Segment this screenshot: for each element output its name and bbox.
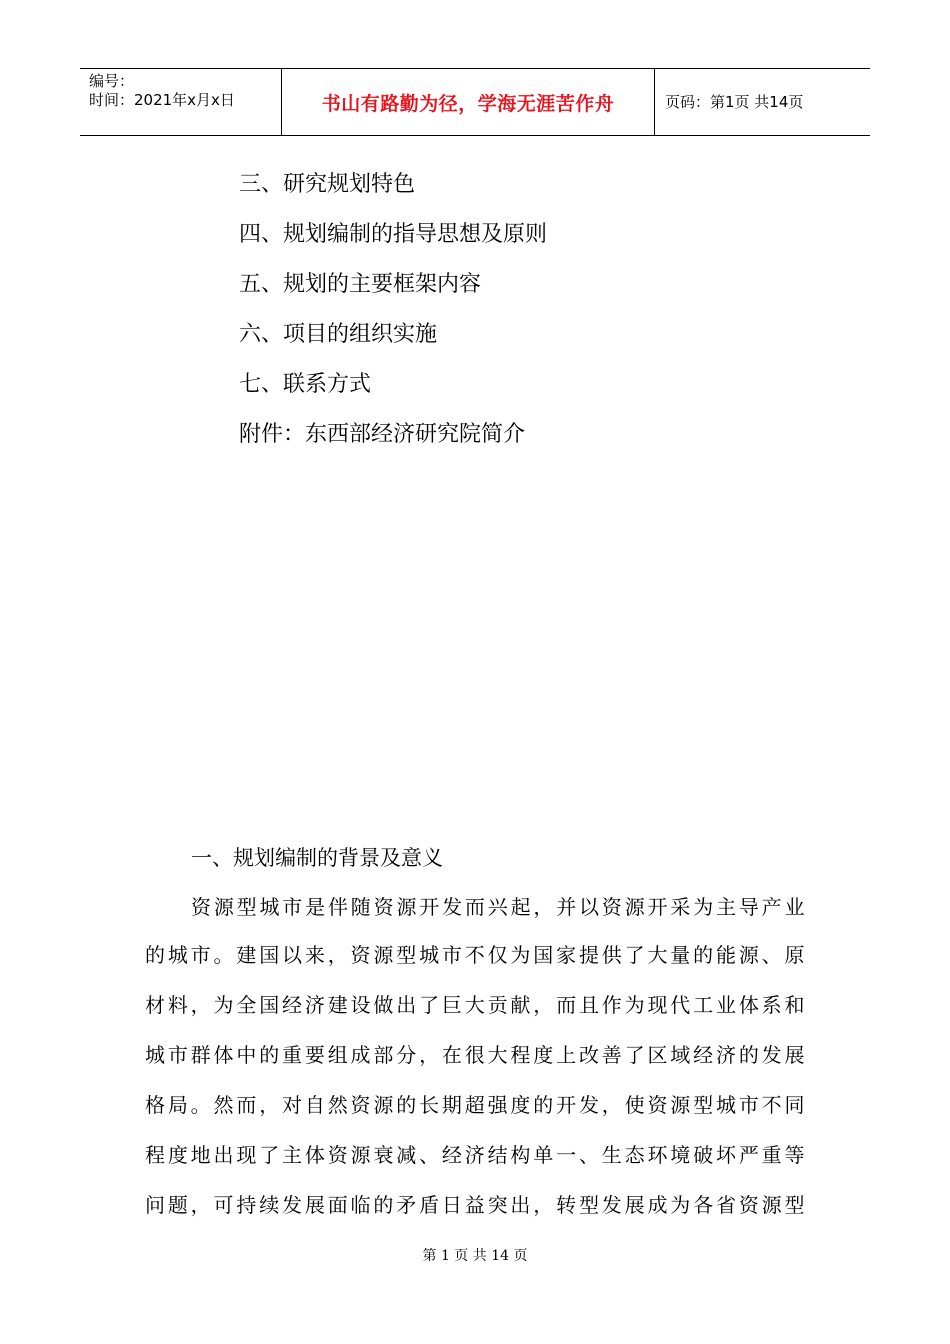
section-heading: 一、规划编制的背景及意义	[191, 846, 443, 870]
paragraph-line: 程度地出现了主体资源衰减、经济结构单一、生态环境破坏严重等	[145, 1143, 805, 1167]
document-header	[80, 68, 870, 136]
header-middle-cell	[282, 69, 655, 135]
paragraph-line: 问题，可持续发展面临的矛盾日益突出，转型发展成为各省资源型	[145, 1193, 805, 1217]
toc-item: 五、规划的主要框架内容	[239, 272, 482, 297]
page-footer: 第 1 页 共 14 页	[422, 1248, 528, 1264]
paragraph-line: 材料，为全国经济建设做出了巨大贡献，而且作为现代工业体系和	[145, 993, 805, 1017]
header-motto: 书山有路勤为径，学海无涯苦作舟	[321, 92, 615, 115]
header-page-info: 页码：第1页 共14页	[665, 93, 804, 111]
paragraph-line: 资源型城市是伴随资源开发而兴起，并以资源开采为主导产业	[191, 895, 805, 919]
header-left-cell	[80, 69, 282, 135]
toc-item: 四、规划编制的指导思想及原则	[239, 222, 548, 247]
header-right-cell	[655, 69, 870, 135]
toc-item: 附件：东西部经济研究院简介	[239, 422, 526, 447]
paragraph-line: 格局。然而，对自然资源的长期超强度的开发，使资源型城市不同	[145, 1093, 805, 1117]
paragraph-line: 城市群体中的重要组成部分，在很大程度上改善了区域经济的发展	[145, 1043, 805, 1067]
toc-item: 三、研究规划特色	[239, 172, 416, 197]
document-date: 时间：2021年x月x日	[89, 91, 235, 109]
document-number-label: 编号：	[89, 72, 135, 90]
paragraph-line: 的城市。建国以来，资源型城市不仅为国家提供了大量的能源、原	[145, 943, 805, 967]
toc-item: 六、项目的组织实施	[239, 322, 438, 347]
toc-item: 七、联系方式	[239, 372, 372, 397]
